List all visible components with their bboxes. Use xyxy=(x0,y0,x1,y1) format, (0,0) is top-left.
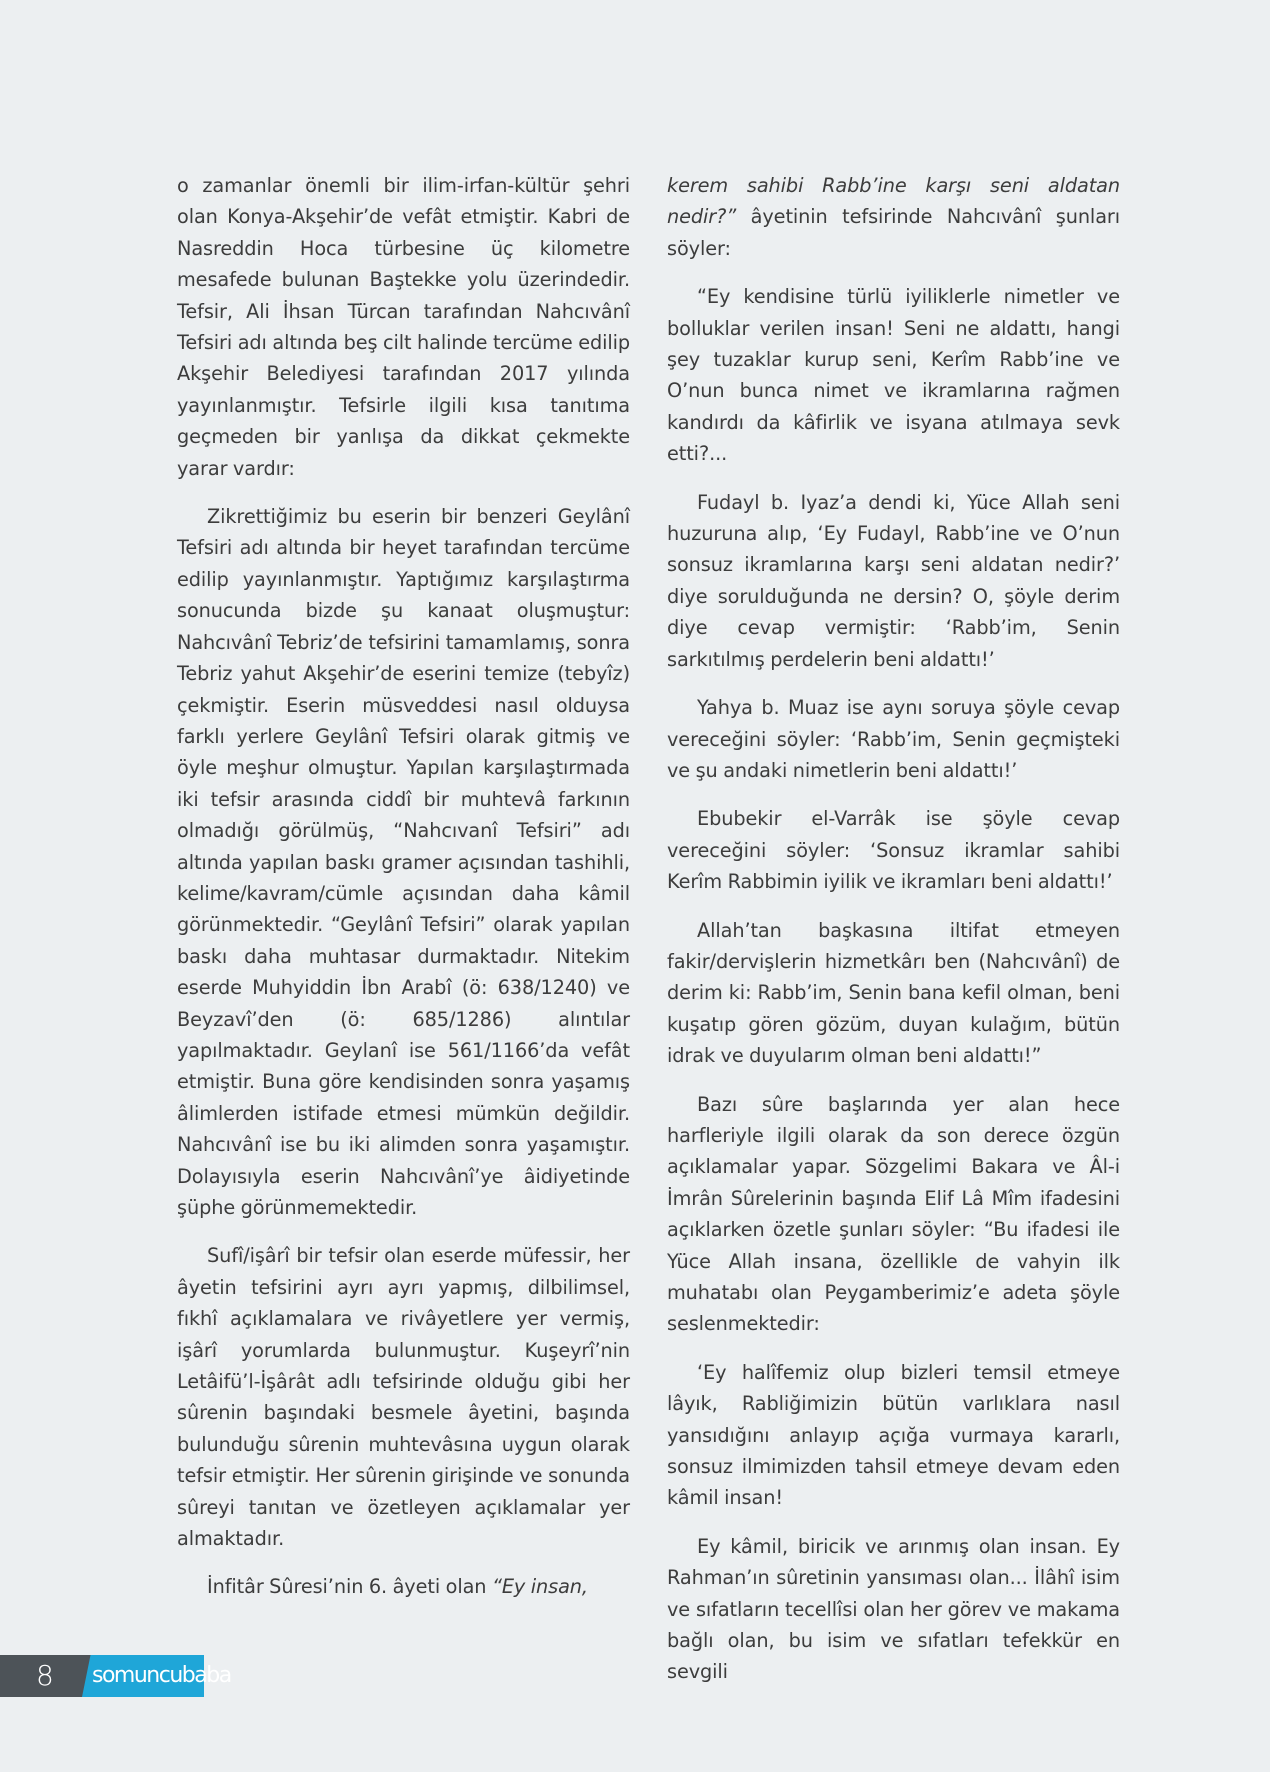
page-number: 8 xyxy=(36,1659,54,1692)
paragraph: ‘Ey halîfemiz olup bizleri temsil etmeye lâyık, Rabliğimizin bütün varlıklara nasıl yansıdığını anlayıp açığa vurmaya kararlı, sonsuz ilmimizden tahsil etmeye devam eden kâmil insan! xyxy=(667,1360,1120,1510)
paragraph-text: âyetinin tefsirinde Nahcıvânî şunları söyler: xyxy=(667,205,1120,260)
paragraph: Sufî/işârî bir tefsir olan eserde müfessir, her âyetin tefsirini ayrı ayrı yapmış, dilbilimsel, fıkhî açıklamalara ve rivâyetlere yer vermiş, işârî yorumlarda bulunmuştur. Kuşeyrî’nin Letâifü’l-İşârât adlı tefsirinde olduğu gibi her sûrenin başındaki besmele âyetini, başında bulunduğu sûrenin muhtevâsına uygun olarak tefsir etmiştir. Her sûrenin girişinde ve sonunda sûreyi tanıtan ve özetleyen açıklamalar yer almaktadır. xyxy=(177,1244,630,1551)
paragraph: Allah’tan başkasına iltifat etmeyen fakir/dervişlerin hizmetkârı ben (Nahcıvânî) de derim ki: Rabb’im, Senin bana kefil olman, beni kuşatıp gören gözüm, duyan kulağım, bütün idrak ve duyularım olman beni aldattı!” xyxy=(667,918,1120,1068)
paragraph: Fudayl b. Iyaz’a dendi ki, Yüce Allah seni huzuruna alıp, ‘Ey Fudayl, Rabb’ine ve O’nun sonsuz ikramlarına karşı seni aldatan nedir?’ diye sorulduğunda ne dersin? O, şöyle derim diye cevap vermiştir: ‘Rabb’im, Senin sarkıtılmış perdelerin beni aldattı!’ xyxy=(667,490,1120,671)
paragraph xyxy=(667,170,1120,264)
paragraph: o zamanlar önemli bir ilim-irfan-kültür şehri olan Konya-Akşehir’de vefât etmiştir. Kabri de Nasreddin Hoca türbesine üç kilometre mesafede bulunan Baştekke yolu üzerindedir. Tefsir, Ali İhsan Türcan tarafından Nahcıvânî Tefsiri adı altında beş cilt halinde tercüme edilip Akşehir Belediyesi tarafından 2017 yılında yayınlanmıştır. Tefsirle ilgili kısa tanıtıma geçmeden bir yanlışa da dikkat çekmekte yarar vardır: xyxy=(177,174,630,480)
paragraph xyxy=(177,1571,630,1602)
paragraph: Ebubekir el-Varrâk ise şöyle cevap vereceğini söyler: ‘Sonsuz ikramlar sahibi Kerîm Rabbimin iyilik ve ikramları beni aldattı!’ xyxy=(667,807,1120,894)
paragraph: Ey kâmil, biricik ve arınmış olan insan. Ey Rahman’ın sûretinin yansıması olan... İlâhî isim ve sıfatların tecellîsi olan her görev ve makama bağlı olan, bu isim ve sıfatları tefekkür en sevgili xyxy=(667,1534,1120,1684)
right-column xyxy=(667,170,1120,1705)
page-footer xyxy=(0,1655,231,1697)
left-column xyxy=(177,170,630,1620)
brand-logo: somuncubaba xyxy=(92,1663,231,1688)
quote-text: “Ey insan, xyxy=(491,1575,588,1599)
quote-text: kerem sahibi Rabb’ine karşı seni aldatan nedir?” xyxy=(667,174,1120,229)
paragraph: Yahya b. Muaz ise aynı soruya şöyle cevap vereceğini söyler: ‘Rabb’im, Senin geçmişteki ve şu andaki nimetlerin beni aldattı!’ xyxy=(667,696,1120,782)
paragraph: Zikrettiğimiz bu eserin bir benzeri Geylânî Tefsiri adı altında bir heyet tarafından tercüme edilip yayınlanmıştır. Yaptığımız karşılaştırma sonucunda bizde şu kanaat oluşmuştur: Nahcıvânî Tebriz’de tefsirini tamamlamış, sonra Tebriz yahut Akşehir’de eserini temize (tebyîz) çekmiştir. Eserin müsveddesi nasıl olduysa farklı yerlere Geylânî Tefsiri olarak gitmiş ve öyle meşhur olmuştur. Yapılan karşılaştırmada iki tefsir arasında ciddî bir muhtevâ farkının olmadığı görülmüş, “Nahcıvanî Tefsiri” adı altında yapılan baskı gramer açısından tashihli, kelime/kavram/cümle açısından daha kâmil görünmektedir. “Geylânî Tefsiri” olarak yapılan baskı daha muhtasar durmaktadır. Nitekim eserde Muhyiddin İbn Arabî (ö: 638/1240) ve Beyzavî’den (ö: 685/1286) alıntılar yapılmaktadır. Geylanî ise 561/1166’da vefât etmiştir. Buna göre kendisinden sonra yaşamış âlimlerden istifade etmesi mümkün değildir. Nahcıvânî ise bu iki alimden sonra yaşamıştır. Dolayısıyla eserin Nahcıvânî’ye âidiyetinde şüphe görünmemektedir. xyxy=(177,505,630,1219)
paragraph: “Ey kendisine türlü iyiliklerle nimetler ve bolluklar verilen insan! Seni ne aldattı, hangi şey tuzaklar kurup seni, Kerîm Rabb’ine ve O’nun bunca nimet ve ikramlarına rağmen kandırdı da kâfirlik ve isyana atılmaya sevk etti?... xyxy=(667,285,1120,466)
paragraph: Bazı sûre başlarında yer alan hece harfleriyle ilgili olarak da son derece özgün açıklamalar yapar. Sözgelimi Bakara ve Âl-i İmrân Sûrelerinin başında Elif Lâ Mîm ifadesini açıklarken özetle şunları söyler: “Bu ifadesi ile Yüce Allah insana, özellikle de vahyin ilk muhatabı olan Peygamberimiz’e adeta şöyle seslenmektedir: xyxy=(667,1092,1120,1336)
paragraph-text: İnfitâr Sûresi’nin 6. âyeti olan xyxy=(207,1575,492,1599)
